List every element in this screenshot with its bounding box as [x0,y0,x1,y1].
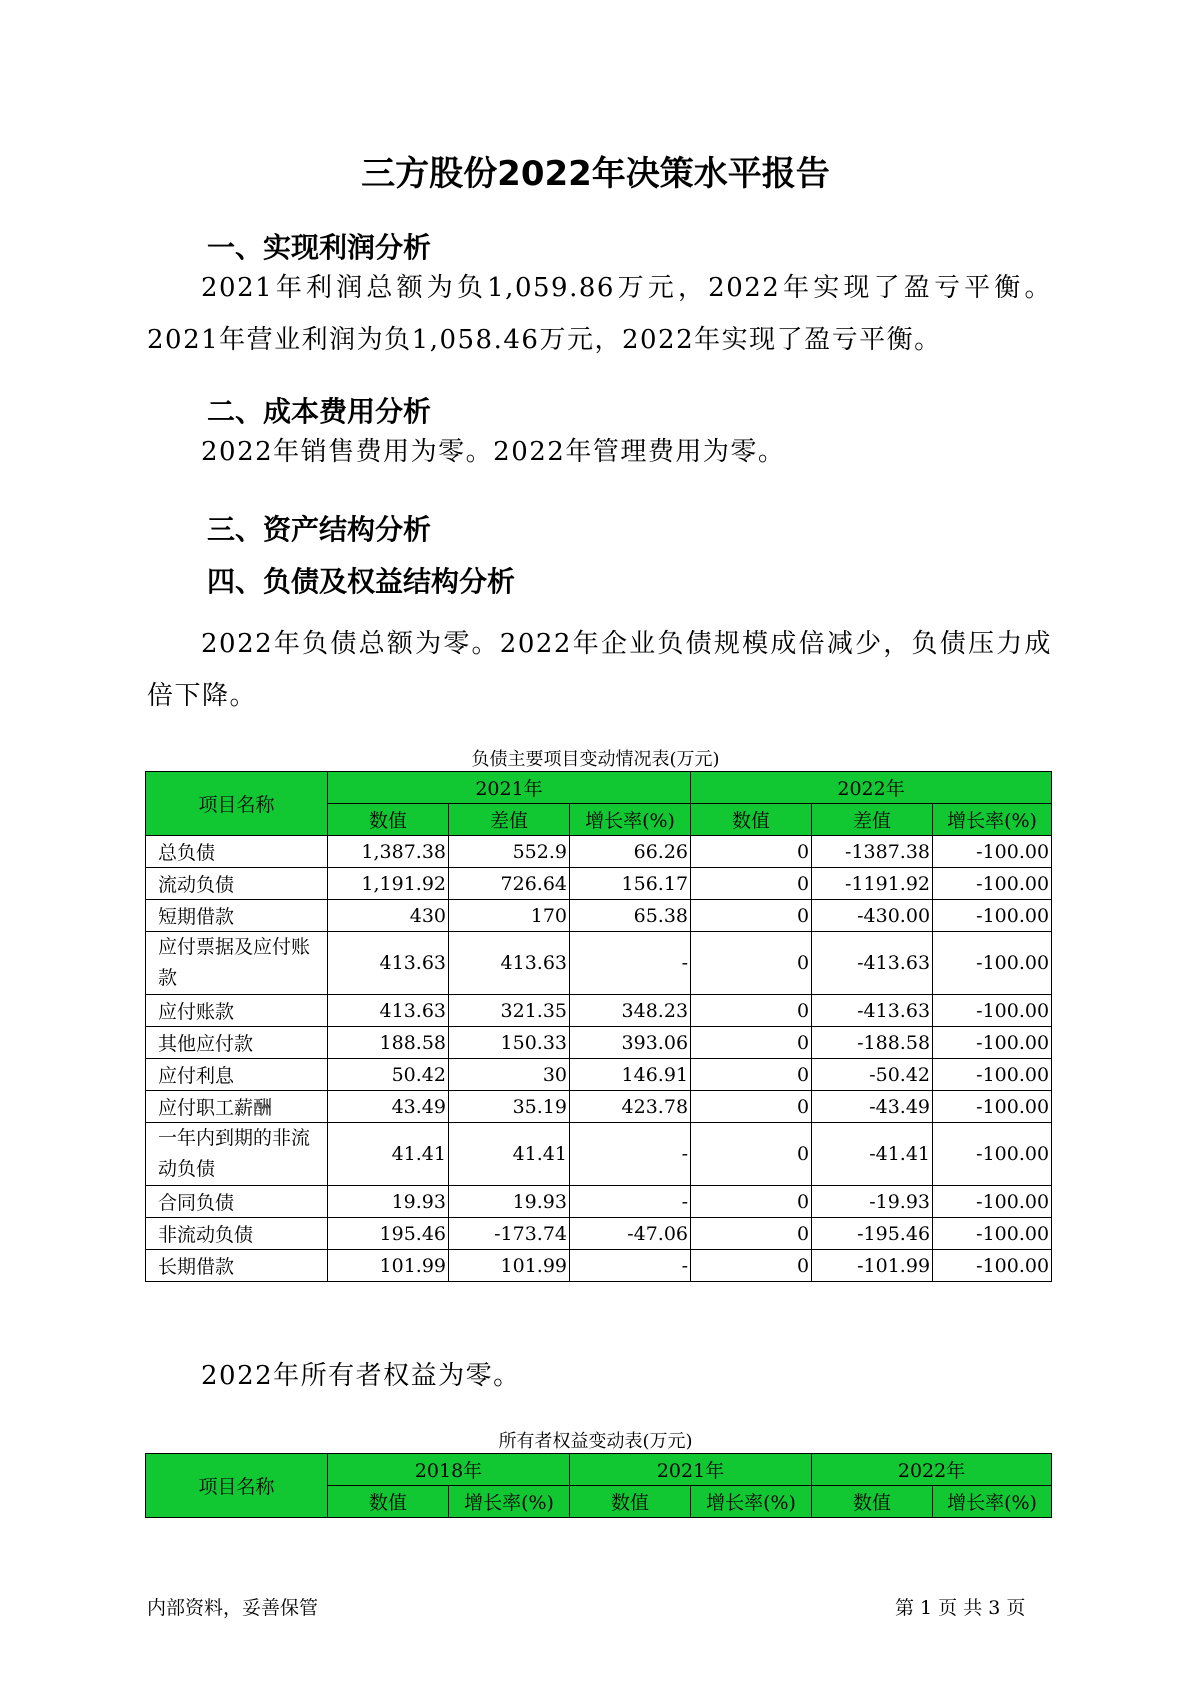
section-heading-assets: 三、资产结构分析 [207,513,432,546]
page-title: 三方股份2022年决策水平报告 [361,154,830,194]
cell-d2022: -19.93 [812,1186,933,1218]
cell-g2021: - [570,1250,691,1282]
cell-g2021: - [570,1186,691,1218]
sub-header-diff: 差值 [812,804,933,836]
year-header-2022: 2022年 [691,772,1052,804]
cell-g2022: -100.00 [933,1218,1052,1250]
sub-header-value: 数值 [812,1486,933,1518]
table-row [146,932,1052,995]
row-item-name: 应付职工薪酬 [146,1091,328,1123]
sub-header-diff: 差值 [449,804,570,836]
section-heading-profit: 一、实现利润分析 [207,231,432,264]
cell-g2022: -100.00 [933,1027,1052,1059]
cell-g2021: 146.91 [570,1059,691,1091]
row-item-name: 合同负债 [146,1186,328,1218]
cell-g2022: -100.00 [933,932,1052,995]
cell-g2022: -100.00 [933,1091,1052,1123]
cell-v2022: 0 [691,900,812,932]
cell-v2021: 1,387.38 [328,836,449,868]
cell-v2022: 0 [691,1250,812,1282]
cell-v2022: 0 [691,836,812,868]
table-row [146,1059,1052,1091]
row-item-name: 总负债 [146,836,328,868]
table-row [146,836,1052,868]
table-row [146,1027,1052,1059]
cell-v2022: 0 [691,868,812,900]
cost-paragraph: 2022年销售费用为零。2022年管理费用为零。 [201,437,786,467]
year-header-2018: 2018年 [328,1454,570,1486]
footer-page-number: 第 1 页 共 3 页 [895,1597,1026,1619]
cell-v2022: 0 [691,1218,812,1250]
table-row [146,1186,1052,1218]
table-row [146,1218,1052,1250]
cell-d2021: 101.99 [449,1250,570,1282]
cell-g2022: -100.00 [933,836,1052,868]
sub-header-value: 数值 [570,1486,691,1518]
cell-g2021: 66.26 [570,836,691,868]
section-heading-liabilities: 四、负债及权益结构分析 [207,565,516,598]
table-row [146,1091,1052,1123]
cell-v2021: 413.63 [328,995,449,1027]
sub-header-value: 数值 [691,804,812,836]
table-row [146,900,1052,932]
cell-v2022: 0 [691,1027,812,1059]
table-row [146,1123,1052,1186]
cell-v2021: 430 [328,900,449,932]
cell-d2022: -188.58 [812,1027,933,1059]
cell-g2022: -100.00 [933,900,1052,932]
cell-d2021: 35.19 [449,1091,570,1123]
cell-d2022: -1191.92 [812,868,933,900]
table-row [146,995,1052,1027]
cell-v2021: 101.99 [328,1250,449,1282]
cell-d2022: -195.46 [812,1218,933,1250]
cell-d2022: -101.99 [812,1250,933,1282]
cell-v2021: 50.42 [328,1059,449,1091]
cell-v2022: 0 [691,1091,812,1123]
row-item-name: 短期借款 [146,900,328,932]
cell-g2021: 423.78 [570,1091,691,1123]
cell-g2022: -100.00 [933,1250,1052,1282]
equity-table-caption: 所有者权益变动表(万元) [498,1431,693,1452]
cell-d2022: -430.00 [812,900,933,932]
liabilities-paragraph: 2022年负债总额为零。2022年企业负债规模成倍减少，负债压力成倍下降。 [147,629,1052,711]
year-header-2021: 2021年 [328,772,691,804]
cell-g2022: -100.00 [933,995,1052,1027]
cell-v2021: 19.93 [328,1186,449,1218]
cell-g2022: -100.00 [933,868,1052,900]
cell-v2021: 43.49 [328,1091,449,1123]
cell-d2022: -413.63 [812,932,933,995]
cell-v2022: 0 [691,1059,812,1091]
cell-g2022: -100.00 [933,1123,1052,1186]
cell-d2022: -1387.38 [812,836,933,868]
sub-header-value: 数值 [328,804,449,836]
cell-d2022: -43.49 [812,1091,933,1123]
row-item-name: 应付利息 [146,1059,328,1091]
debt-table-caption: 负债主要项目变动情况表(万元) [471,749,720,770]
cell-d2021: 41.41 [449,1123,570,1186]
cell-v2021: 1,191.92 [328,868,449,900]
cell-v2021: 413.63 [328,932,449,995]
item-name-header: 项目名称 [146,772,328,836]
cell-d2021: 170 [449,900,570,932]
sub-header-growth: 增长率(%) [933,1486,1052,1518]
footer-confidential-note: 内部资料，妥善保管 [147,1597,319,1619]
table-row [146,868,1052,900]
sub-header-growth: 增长率(%) [449,1486,570,1518]
table-row [146,1250,1052,1282]
sub-header-value: 数值 [328,1486,449,1518]
year-header-2021: 2021年 [570,1454,812,1486]
sub-header-growth: 增长率(%) [691,1486,812,1518]
cell-d2022: -413.63 [812,995,933,1027]
section-heading-cost: 二、成本费用分析 [207,395,432,428]
row-item-name: 应付票据及应付账款 [146,932,328,995]
cell-d2021: 150.33 [449,1027,570,1059]
cell-g2021: 393.06 [570,1027,691,1059]
cell-g2021: 156.17 [570,868,691,900]
cell-d2022: -41.41 [812,1123,933,1186]
cell-g2022: -100.00 [933,1186,1052,1218]
cell-v2022: 0 [691,995,812,1027]
cell-g2021: 348.23 [570,995,691,1027]
row-item-name: 非流动负债 [146,1218,328,1250]
cell-v2022: 0 [691,1186,812,1218]
sub-header-growth: 增长率(%) [933,804,1052,836]
cell-g2021: 65.38 [570,900,691,932]
cell-g2021: -47.06 [570,1218,691,1250]
cell-d2022: -50.42 [812,1059,933,1091]
equity-paragraph: 2022年所有者权益为零。 [201,1361,521,1391]
row-item-name: 应付账款 [146,995,328,1027]
equity-table [145,1453,1052,1518]
cell-d2021: 19.93 [449,1186,570,1218]
cell-d2021: 30 [449,1059,570,1091]
cell-d2021: 726.64 [449,868,570,900]
debt-table [145,771,1052,1282]
cell-d2021: -173.74 [449,1218,570,1250]
row-item-name: 一年内到期的非流动负债 [146,1123,328,1186]
cell-g2021: - [570,1123,691,1186]
cell-v2021: 195.46 [328,1218,449,1250]
cell-v2021: 188.58 [328,1027,449,1059]
row-item-name: 流动负债 [146,868,328,900]
year-header-2022: 2022年 [812,1454,1052,1486]
sub-header-growth: 增长率(%) [570,804,691,836]
cell-d2021: 413.63 [449,932,570,995]
cell-v2022: 0 [691,1123,812,1186]
profit-paragraph: 2021年利润总额为负1,059.86万元，2022年实现了盈亏平衡。2021年营业利润为负1,058.46万元，2022年实现了盈亏平衡。 [147,273,1052,355]
cell-v2021: 41.41 [328,1123,449,1186]
row-item-name: 长期借款 [146,1250,328,1282]
item-name-header: 项目名称 [146,1454,328,1518]
cell-g2022: -100.00 [933,1059,1052,1091]
cell-v2022: 0 [691,932,812,995]
cell-g2021: - [570,932,691,995]
cell-d2021: 552.9 [449,836,570,868]
row-item-name: 其他应付款 [146,1027,328,1059]
cell-d2021: 321.35 [449,995,570,1027]
